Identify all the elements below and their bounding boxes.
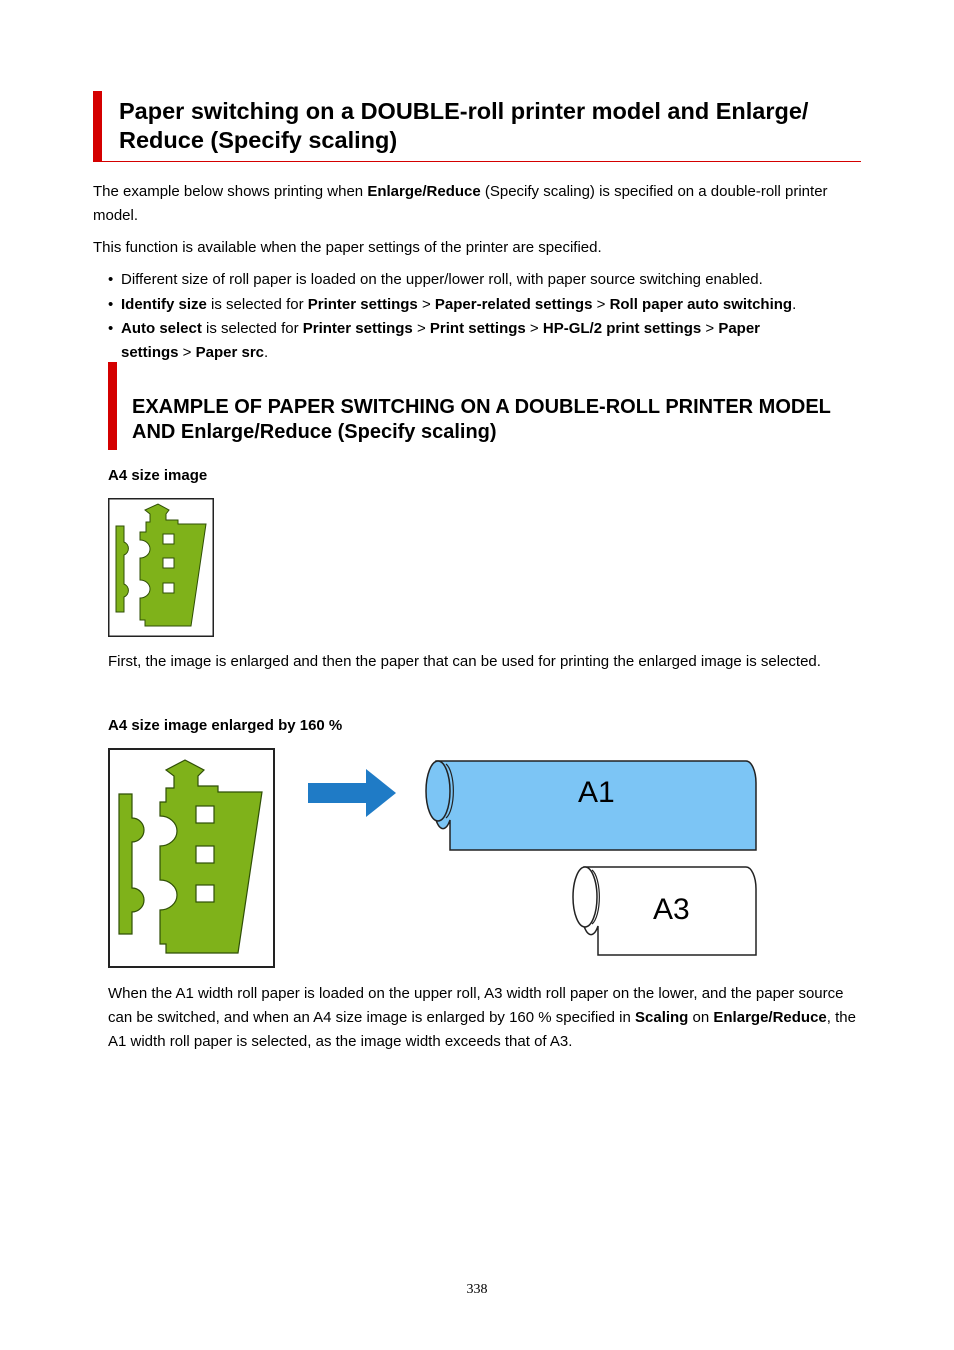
final-paragraph: When the A1 width roll paper is loaded on the upper roll, A3 width roll paper on the lower, and the paper source can be switched, and when an A4 size image is enlarged by 160 % specified in Scaling on Enlarge/Reduce, the A1 width roll paper is selected, as the image width exceeds that of A3. [108, 985, 856, 1050]
bullet-item-1: Different size of roll paper is loaded on the upper/lower roll, with paper source switching enabled. [121, 271, 763, 288]
section-accent-bar [108, 362, 117, 450]
section-heading: EXAMPLE OF PAPER SWITCHING ON A DOUBLE-ROLL PRINTER MODEL AND Enlarge/Reduce (Specify scaling) [132, 396, 831, 443]
bullet-item-2: Identify size is selected for Printer settings > Paper-related settings > Roll paper auto switching. [121, 296, 797, 313]
a4-image-figure [108, 498, 214, 637]
enlarge-explanation: First, the image is enlarged and then the paper that can be used for printing the enlarged image is selected. [108, 653, 821, 670]
page-title: Paper switching on a DOUBLE-roll printer model and Enlarge/ Reduce (Specify scaling) [119, 98, 809, 153]
bullet-marker: • [108, 271, 114, 288]
bullet-marker: • [108, 296, 114, 313]
intro-paragraph-1: The example below shows printing when Enlarge/Reduce (Specify scaling) is specified on a double-roll printer model. [93, 183, 828, 224]
heading-accent-bar [93, 91, 102, 162]
bullet-item-3: Auto select is selected for Printer settings > Print settings > HP-GL/2 print settings > Paper settings > Paper src. [121, 320, 761, 361]
enlarged-image-figure [108, 748, 276, 969]
caption-a4-image: A4 size image [108, 467, 208, 484]
roll-label-a1: A1 [578, 776, 615, 809]
roll-label-a3: A3 [653, 893, 690, 926]
bullet-marker: • [108, 320, 114, 337]
heading-underline [93, 161, 861, 162]
caption-enlarged-image: A4 size image enlarged by 160 % [108, 717, 343, 734]
intro-paragraph-2: This function is available when the paper settings of the printer are specified. [93, 239, 602, 256]
arrow-right-icon [306, 766, 398, 820]
page-number: 338 [466, 1282, 488, 1297]
